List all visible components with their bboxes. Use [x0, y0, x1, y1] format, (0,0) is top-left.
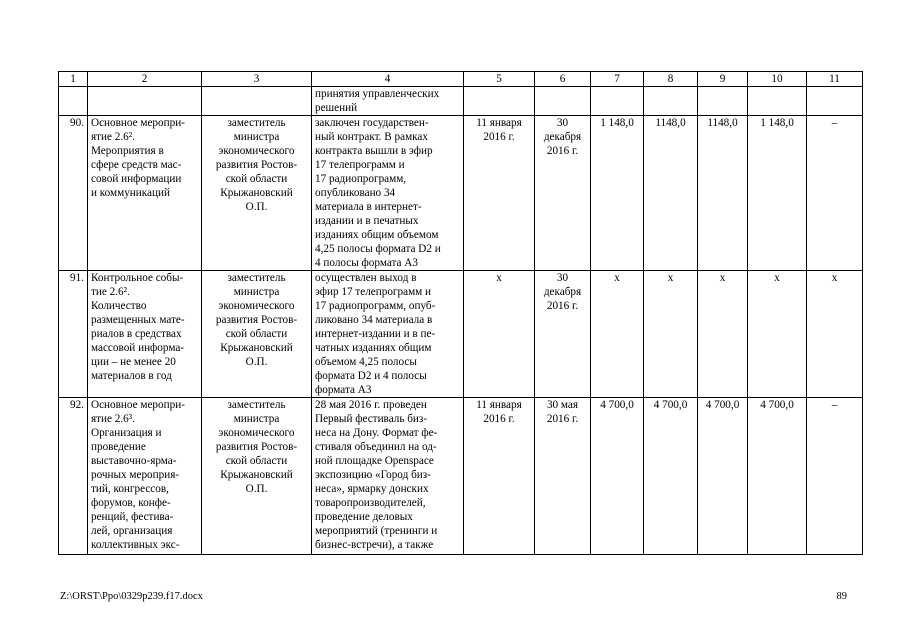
event-name: Контрольное собы- тие 2.6². Количество размещенных мате- риалов в средствах массовой информа- ции – не менее 20 материалов в год	[88, 271, 202, 398]
value-col-10: х	[748, 271, 807, 398]
start-date: 11 января 2016 г.	[464, 116, 535, 271]
end-date: 30 декабря 2016 г.	[535, 116, 591, 271]
value-col-7	[591, 87, 644, 116]
value-col-10: 1 148,0	[748, 116, 807, 271]
responsible: заместитель министра экономического развития Ростов- ской области Крыжановский О.П.	[202, 271, 312, 398]
responsible: заместитель министра экономического развития Ростов- ской области Крыжановский О.П.	[202, 398, 312, 555]
value-col-8: 1148,0	[644, 116, 698, 271]
end-date: 30 мая 2016 г.	[535, 398, 591, 555]
result-text: принятия управленческих решений	[312, 87, 464, 116]
col-header-3: 3	[202, 72, 312, 87]
col-header-10: 10	[748, 72, 807, 87]
value-col-11: –	[807, 116, 863, 271]
start-date: 11 января 2016 г.	[464, 398, 535, 555]
row-number: 91.	[59, 271, 88, 398]
row-number: 92.	[59, 398, 88, 555]
value-col-8: х	[644, 271, 698, 398]
value-col-8: 4 700,0	[644, 398, 698, 555]
value-col-7: х	[591, 271, 644, 398]
column-number-row	[59, 72, 863, 87]
start-date: х	[464, 271, 535, 398]
result-text: заключен государствен- ный контракт. В рамках контракта вышли в эфир 17 телепрограмм и 17 радиопрограмм, опубликовано 34 материала в интернет- издании и в печатных изданиях общим объемом 4,25 полосы формата D2 и 4 полосы формата А3	[312, 116, 464, 271]
result-text: 28 мая 2016 г. проведен Первый фестиваль биз- неса на Дону. Формат фе- стиваля объединил на од- ной площадке Openspace экспозицию «Город биз- неса», ярмарку донских товаропроизводителей, проведение деловых мероприятий (тренинги и бизнес-встречи), а также	[312, 398, 464, 555]
table-row-90	[59, 116, 863, 271]
value-col-11	[807, 87, 863, 116]
col-header-6: 6	[535, 72, 591, 87]
col-header-5: 5	[464, 72, 535, 87]
col-header-7: 7	[591, 72, 644, 87]
event-name: Основное меропри- ятие 2.6³. Организация и проведение выставочно-ярма- рочных мероприя- тий, конгрессов, форумов, конфе- ренций, фестива- лей, организация коллективных экс-	[88, 398, 202, 555]
row-number	[59, 87, 88, 116]
value-col-7: 1 148,0	[591, 116, 644, 271]
col-header-9: 9	[698, 72, 748, 87]
end-date	[535, 87, 591, 116]
start-date	[464, 87, 535, 116]
value-col-10	[748, 87, 807, 116]
end-date: 30 декабря 2016 г.	[535, 271, 591, 398]
responsible: заместитель министра экономического развития Ростов- ской области Крыжановский О.П.	[202, 116, 312, 271]
responsible	[202, 87, 312, 116]
value-col-10: 4 700,0	[748, 398, 807, 555]
col-header-4: 4	[312, 72, 464, 87]
value-col-11: х	[807, 271, 863, 398]
event-name: Основное меропри- ятие 2.6². Мероприятия в сфере средств мас- совой информации и коммуникаций	[88, 116, 202, 271]
table-row-continuation	[59, 87, 863, 116]
value-col-9: х	[698, 271, 748, 398]
value-col-8	[644, 87, 698, 116]
value-col-9: 4 700,0	[698, 398, 748, 555]
value-col-7: 4 700,0	[591, 398, 644, 555]
col-header-11: 11	[807, 72, 863, 87]
event-name	[88, 87, 202, 116]
table-row-92	[59, 398, 863, 555]
value-col-9: 1148,0	[698, 116, 748, 271]
value-col-9	[698, 87, 748, 116]
row-number: 90.	[59, 116, 88, 271]
result-text: осуществлен выход в эфир 17 телепрограмм и 17 радиопрограмм, опуб- ликовано 34 материала в интернет-издании и в пе- чатных изданиях общим объемом 4,25 полосы формата D2 и 4 полосы формата А3	[312, 271, 464, 398]
table-row-91	[59, 271, 863, 398]
page-number: 89	[836, 591, 847, 602]
file-path-footer: Z:\ORST\Ppo\0329p239.f17.docx	[60, 591, 203, 602]
col-header-2: 2	[88, 72, 202, 87]
col-header-1: 1	[59, 72, 88, 87]
value-col-11: –	[807, 398, 863, 555]
col-header-8: 8	[644, 72, 698, 87]
program-report-table	[58, 71, 863, 555]
